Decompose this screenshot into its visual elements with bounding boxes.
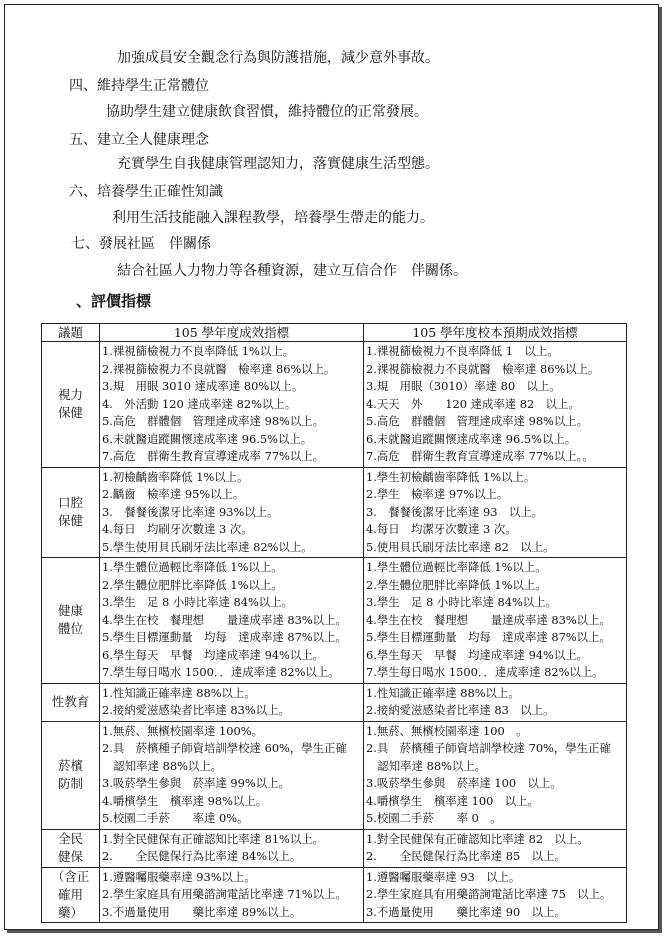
indicator-item: 2.具 菸檳種子師資培訓學校達 70%，學生正確 xyxy=(366,741,611,755)
topic-label: 防制 xyxy=(57,776,83,791)
indicator-item: 2.學生 檢率達 97%以上。 xyxy=(366,487,509,501)
school-indicators-cell xyxy=(364,867,627,923)
goal-description: 結合社區人力物力等各種資源，建立互信合作 伴關係。 xyxy=(117,263,467,279)
indicator-item: 2.學生家庭具有用藥諮詢電話比率達 71%以上。 xyxy=(102,887,347,901)
topic-cell xyxy=(42,829,100,867)
current-indicators-cell xyxy=(100,683,364,721)
indicator-item: 7.學生每日喝水 1500．．達成率達 82%以上。 xyxy=(102,665,340,679)
school-indicators-cell xyxy=(364,342,627,468)
current-indicators-cell xyxy=(100,558,364,684)
indicator-item: 6.未就醫追蹤關懷達成率達 96.5%以上。 xyxy=(102,431,313,446)
indicator-item: 2.接納愛滋感染者比率達 83 以上。 xyxy=(366,703,555,717)
indicator-item: 4.學生在校 餐理想 量達成率達 83%以上。 xyxy=(366,612,611,627)
header-topic: 議題 xyxy=(42,324,100,342)
indicator-item: 3.吸菸學生參與 菸率達 100 以上。 xyxy=(366,776,562,790)
indicator-item: 7.高危 群衛生教育宣導達成率 77%以上。 xyxy=(102,449,325,463)
indicator-item: 2.學生體位肥胖比率降低 1%以上。 xyxy=(366,577,547,592)
indicator-item: 3.吸菸學生參與 菸率達 99%以上。 xyxy=(102,776,290,790)
current-indicators-cell xyxy=(100,721,364,829)
indicator-item: 4. 外活動 120 達成率達 82%以上。 xyxy=(102,396,297,411)
topic-label: 健保 xyxy=(57,849,83,864)
goal-heading: 五、建立全人健康理念 xyxy=(69,132,209,148)
indicator-item: 4.每日 均潔牙次數達 3 次。 xyxy=(366,522,517,536)
topic-label: 保健 xyxy=(57,513,83,529)
school-indicators-cell xyxy=(364,558,627,684)
indicator-item: 2.裸視篩檢視力不良就醫 檢率達 86%以上。 xyxy=(366,361,600,376)
goal-description: 協助學生建立健康飲食習慣，維持體位的正常發展。 xyxy=(106,104,428,120)
topic-cell xyxy=(42,558,100,684)
indicator-item: 6.學生每天 早餐 均達成率達 94%以上。 xyxy=(366,647,589,662)
topic-label: 健康 xyxy=(57,603,83,619)
goal-description: 利用生活技能融入課程教學，培養學生帶走的能力。 xyxy=(112,210,434,226)
topic-label: 體位 xyxy=(57,621,83,637)
goal-description: 充實學生自我健康管理認知力，落實健康生活型態。 xyxy=(117,156,439,172)
indicator-item: 2.齲齒 檢率達 95%以上。 xyxy=(102,487,245,501)
indicator-item: 1.裸視篩檢視力不良率降低 1 以上。 xyxy=(366,344,559,358)
topic-label: 保健 xyxy=(57,405,83,421)
indicator-item: 3.不過量使用 藥比率達 89%以上。 xyxy=(102,904,302,919)
table-row xyxy=(42,558,627,684)
indicator-item: 2.具 菸檳種子師資培訓學校達 60%，學生正確 xyxy=(102,741,347,755)
topic-label: 菸檳 xyxy=(57,758,83,773)
indicator-item: 1.學生體位過輕比率降低 1%以上。 xyxy=(366,560,547,574)
indicator-item: 5.高危 群體個 管理達成率達 98%以上。 xyxy=(102,414,325,428)
indicator-item: 3.學生 足 8 小時比率達 84%以上。 xyxy=(366,595,557,609)
school-indicators-cell xyxy=(364,829,627,867)
indicator-item: 3.不過量使用 藥比率達 90 以上。 xyxy=(366,904,566,919)
indicator-item: 5.學生使用貝氏刷牙法比率達 82%以上。 xyxy=(102,539,313,554)
header-school-indicators: 105 學年度校本預期成效指標 xyxy=(364,324,627,342)
header-current-indicators: 105 學年度成效指標 xyxy=(100,324,364,342)
indicator-item: 1.學生初檢齲齒率降低 1%以上。 xyxy=(366,469,536,484)
topic-cell xyxy=(42,683,100,721)
topic-label: 性教育 xyxy=(51,694,90,709)
goal-heading: 七、發展社區 伴關係 xyxy=(71,236,211,252)
indicator-item: 4.天天 外 120 達成率達 82 以上。 xyxy=(366,396,580,411)
topic-label: （含正 xyxy=(51,868,90,884)
indicator-item: 1.對全民健保有正確認知比率達 81%以上。 xyxy=(102,831,325,846)
indicator-item: 1.無菸、無檳校園率達 100 。 xyxy=(366,723,528,738)
indicator-item: 3.規 用眼（3010）率達 80 以上。 xyxy=(366,379,561,393)
indicator-item: 4.每日 均刷牙次數達 3 次。 xyxy=(102,522,253,536)
indicator-item: 1.對全民健保有正確認知比率達 82 以上。 xyxy=(366,831,589,846)
topic-label: 藥） xyxy=(57,904,83,920)
table-row xyxy=(42,467,627,558)
indicator-item: 5.校園二手菸 率達 0%。 xyxy=(102,811,249,825)
table-row xyxy=(42,721,627,829)
indicator-item: 5.校園二手菸 率 0 。 xyxy=(366,811,502,825)
indicator-item: 1.性知識正確率達 88%以上。 xyxy=(102,685,256,700)
indicator-item: 3.規 用眼 3010 達成率達 80%以上。 xyxy=(102,379,304,393)
indicator-item: 3. 餐餐後潔牙比率達 93%以上。 xyxy=(102,504,279,519)
indicator-item: 4.嚼檳學生 檳率達 100 以上。 xyxy=(366,793,539,808)
school-indicators-cell xyxy=(364,467,627,558)
indicator-item: 1.無菸、無檳校園率達 100%。 xyxy=(102,723,263,738)
topic-cell xyxy=(42,467,100,558)
indicator-item: 認知率達 88%以上。 xyxy=(102,758,223,773)
table-row xyxy=(42,342,627,468)
topic-label: 全民 xyxy=(57,831,83,846)
indicator-item: 5.學生目標運動量 均每 達成率達 87%以上。 xyxy=(366,630,611,644)
indicator-item: 1.遵醫囑服藥率達 93%以上。 xyxy=(102,869,256,884)
indicator-item: 2. 全民健保行為比率達 84%以上。 xyxy=(102,849,302,863)
indicator-item: 7.學生每日喝水 1500．．達成率達 82%以上。 xyxy=(366,665,604,679)
indicator-item: 3. 餐餐後潔牙比率達 93 以上。 xyxy=(366,504,544,519)
goal-heading: 四、維持學生正常體位 xyxy=(69,78,209,94)
current-indicators-cell xyxy=(100,829,364,867)
indicator-item: 1.性知識正確率達 88%以上。 xyxy=(366,685,520,700)
indicator-item: 7.高危 群衛生教育宣導達成率 77%以上。。 xyxy=(366,449,594,463)
topic-label: 口腔 xyxy=(57,495,83,511)
indicator-item: 6.未就醫追蹤關懷達成率達 96.5%以上。 xyxy=(366,431,577,446)
indicator-item: 1.學生體位過輕比率降低 1%以上。 xyxy=(102,560,283,574)
indicator-item: 2. 全民健保行為比率達 85 以上。 xyxy=(366,849,566,863)
indicator-item: 1.裸視篩檢視力不良率降低 1%以上。 xyxy=(102,344,295,358)
table-header-row xyxy=(42,324,627,342)
indicator-item: 6.學生每天 早餐 均達成率達 94%以上。 xyxy=(102,647,325,662)
section-title: 、評價指標 xyxy=(76,292,152,310)
current-indicators-cell xyxy=(100,867,364,923)
indicator-item: 5.使用貝氏刷牙法比率達 82 以上。 xyxy=(366,539,555,554)
current-indicators-cell xyxy=(100,467,364,558)
school-indicators-cell xyxy=(364,721,627,829)
indicator-item: 認知率達 88%以上。 xyxy=(366,758,487,773)
indicator-item: 3.學生 足 8 小時比率達 84%以上。 xyxy=(102,595,293,609)
indicator-item: 2.學生家庭具有用藥諮詢電話比率達 75 以上。 xyxy=(366,887,612,901)
indicator-item: 2.學生體位肥胖比率降低 1%以上。 xyxy=(102,577,283,592)
topic-cell xyxy=(42,721,100,829)
indicator-item: 2.裸視篩檢視力不良就醫 檢率達 86%以上。 xyxy=(102,361,336,376)
indicator-item: 1.遵醫囑服藥率達 93 以上。 xyxy=(366,869,521,884)
evaluation-table xyxy=(41,323,627,923)
school-indicators-cell xyxy=(364,683,627,721)
indicator-item: 5.高危 群體個 管理達成率達 98%以上。 xyxy=(366,414,589,428)
indicator-item: 1.初檢齲齒率降低 1%以上。 xyxy=(102,469,249,484)
current-indicators-cell xyxy=(100,342,364,468)
goal-heading: 六、培養學生正確性知識 xyxy=(69,184,223,200)
topic-cell xyxy=(42,867,100,923)
topic-cell xyxy=(42,342,100,468)
table-row xyxy=(42,829,627,867)
indicator-item: 4.學生在校 餐理想 量達成率達 83%以上。 xyxy=(102,612,347,627)
topic-label: 視力 xyxy=(57,387,83,403)
indicator-item: 5.學生目標運動量 均每 達成率達 87%以上。 xyxy=(102,630,347,644)
table-row xyxy=(42,867,627,923)
table-row xyxy=(42,683,627,721)
indicator-item: 4.嚼檳學生 檳率達 98%以上。 xyxy=(102,793,268,808)
goal-description: 加強成員安全觀念行為與防護措施，減少意外事故。 xyxy=(117,50,439,66)
topic-label: 確用 xyxy=(57,886,83,902)
indicator-item: 2.接納愛滋感染者比率達 83%以上。 xyxy=(102,703,290,717)
